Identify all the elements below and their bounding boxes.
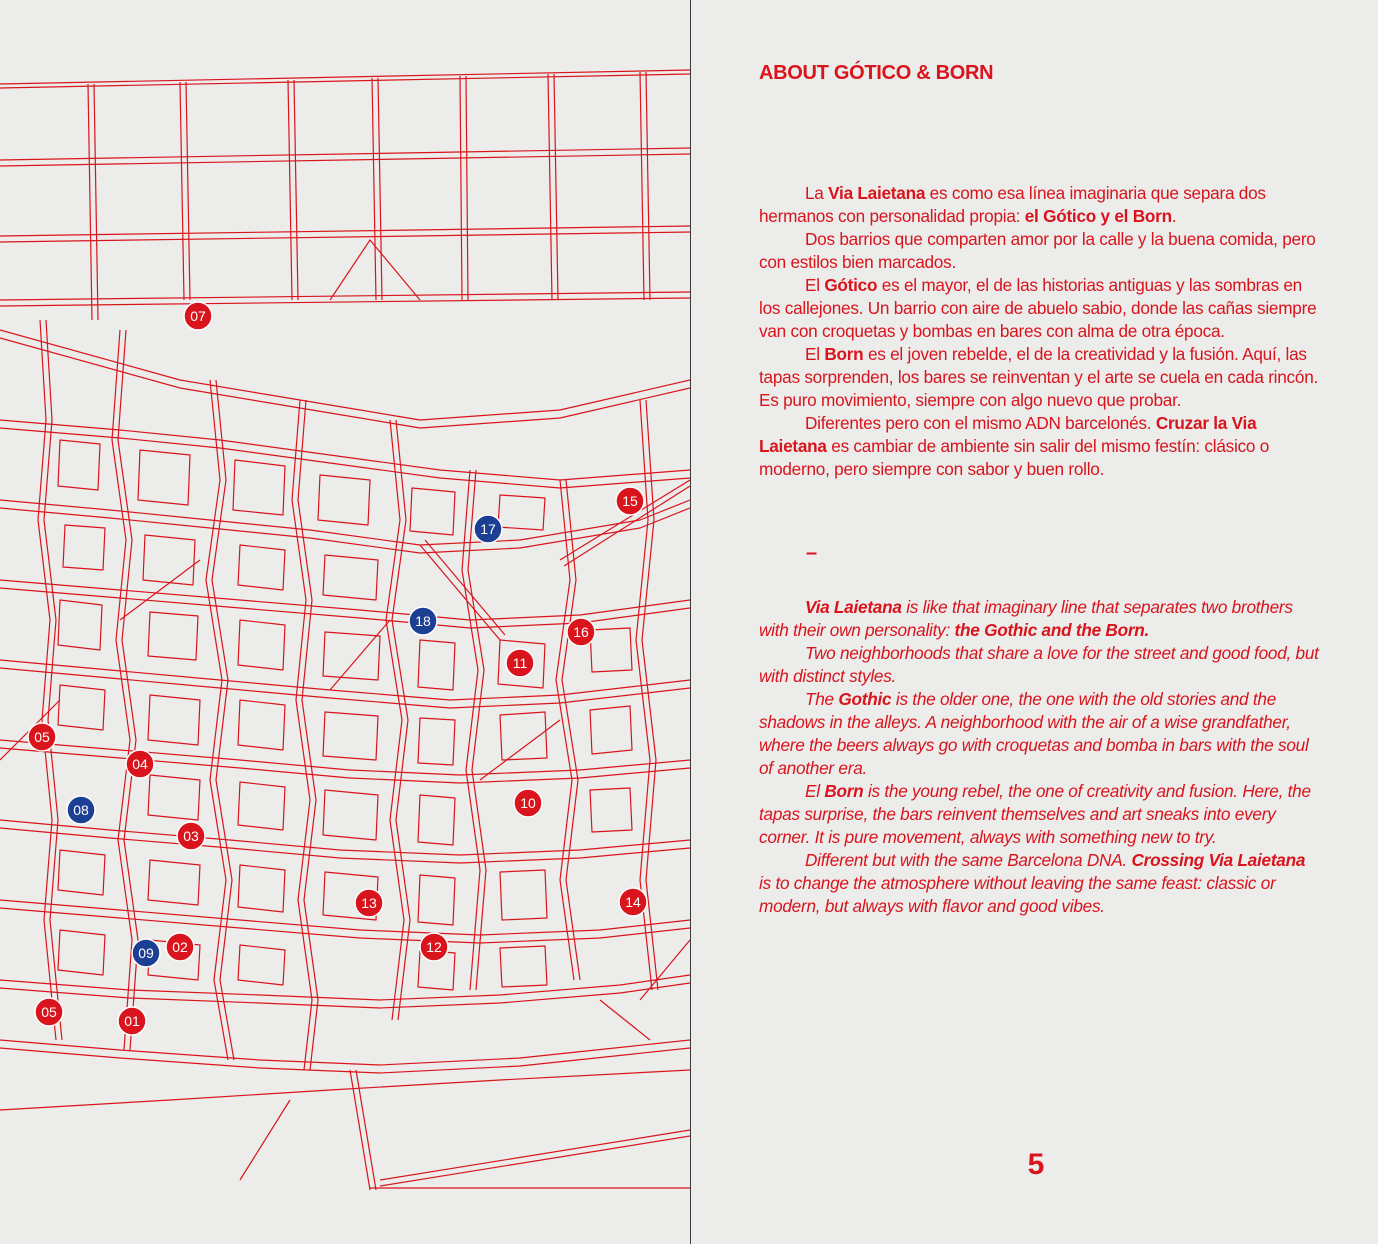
marker-label: 01 [124, 1013, 140, 1029]
marker-label: 11 [512, 655, 528, 671]
en-paragraph-1: Via Laietana is like that imaginary line that separates two brothers with their own personality: the Gothic and the Born. [759, 597, 1293, 640]
es-paragraph-3: El Gótico es el mayor, el de las historias antiguas y las sombras en los callejones. Un barrio con aire de abuelo sabio, donde las cañas siempre van con croquetas y bombas en bares con alma de otra época. [759, 275, 1317, 341]
marker-label: 15 [622, 493, 638, 509]
marker-label: 10 [520, 795, 536, 811]
marker-label: 09 [138, 945, 154, 961]
page-heading: ABOUT GÓTICO & BORN [759, 62, 994, 84]
map-marker-02[interactable] [166, 933, 194, 961]
map-marker-13[interactable] [355, 889, 383, 917]
marker-label: 13 [361, 895, 377, 911]
map-marker-12[interactable] [420, 933, 448, 961]
en-paragraph-2: Two neighborhoods that share a love for the street and good food, but with distinct styles. [759, 643, 1319, 686]
map-marker-09[interactable] [132, 939, 160, 967]
map-marker-16[interactable] [567, 618, 595, 646]
marker-label: 05 [41, 1004, 57, 1020]
marker-label: 18 [415, 613, 431, 629]
es-paragraph-5: Diferentes pero con el mismo ADN barcelonés. Cruzar la Via Laietana es cambiar de ambiente sin salir del mismo festín: clásico o moderno, pero siempre con sabor y buen rollo. [759, 413, 1270, 479]
text-page [691, 0, 1378, 1244]
spanish-text [759, 182, 1319, 481]
marker-label: 14 [625, 894, 641, 910]
en-paragraph-3: The Gothic is the older one, the one with the old stories and the shadows in the alleys. A neighborhood with the air of a wise grandfather, where the beers always go with croquetas and bomba in bars with the soul of another era. [759, 689, 1309, 778]
map-marker-18[interactable] [409, 607, 437, 635]
marker-label: 16 [573, 624, 589, 640]
marker-label: 02 [172, 939, 188, 955]
map-marker-03[interactable] [177, 822, 205, 850]
map-marker-15[interactable] [616, 487, 644, 515]
english-text [759, 596, 1319, 918]
language-separator: – [806, 542, 818, 564]
map-markers [28, 302, 647, 1035]
marker-label: 07 [190, 308, 206, 324]
map-marker-08[interactable] [67, 796, 95, 824]
map-marker-10[interactable] [514, 789, 542, 817]
en-paragraph-4: El Born is the young rebel, the one of creativity and fusion. Here, the tapas surprise, the bars reinvent themselves and art sneaks into every corner. It is pure movement, always with something new to try. [759, 781, 1311, 847]
marker-label: 05 [34, 729, 50, 745]
map-marker-04[interactable] [126, 750, 154, 778]
es-paragraph-4: El Born es el joven rebelde, el de la creatividad y la fusión. Aquí, las tapas sorprenden, los bares se reinventan y el arte se cuela en cada rincón. Es puro movimiento, siempre con algo nuevo que probar. [759, 344, 1319, 410]
marker-label: 03 [183, 828, 199, 844]
marker-label: 08 [73, 802, 89, 818]
map-marker-05[interactable] [35, 998, 63, 1026]
en-paragraph-5: Different but with the same Barcelona DNA. Crossing Via Laietana is to change the atmosphere without leaving the same feast: classic or modern, but always with flavor and good vibes. [759, 850, 1306, 916]
es-paragraph-2: Dos barrios que comparten amor por la calle y la buena comida, pero con estilos bien marcados. [759, 229, 1316, 272]
map-marker-14[interactable] [619, 888, 647, 916]
map-marker-11[interactable] [506, 649, 534, 677]
page-number: 5 [1027, 1148, 1045, 1181]
map-marker-17[interactable] [474, 515, 502, 543]
map-marker-01[interactable] [118, 1007, 146, 1035]
marker-label: 12 [426, 939, 442, 955]
marker-label: 04 [132, 756, 148, 772]
map-marker-05[interactable] [28, 723, 56, 751]
marker-label: 17 [480, 521, 496, 537]
es-paragraph-1: La Via Laietana es como esa línea imaginaria que separa dos hermanos con personalidad propia: el Gótico y el Born. [759, 183, 1266, 226]
map-marker-07[interactable] [184, 302, 212, 330]
